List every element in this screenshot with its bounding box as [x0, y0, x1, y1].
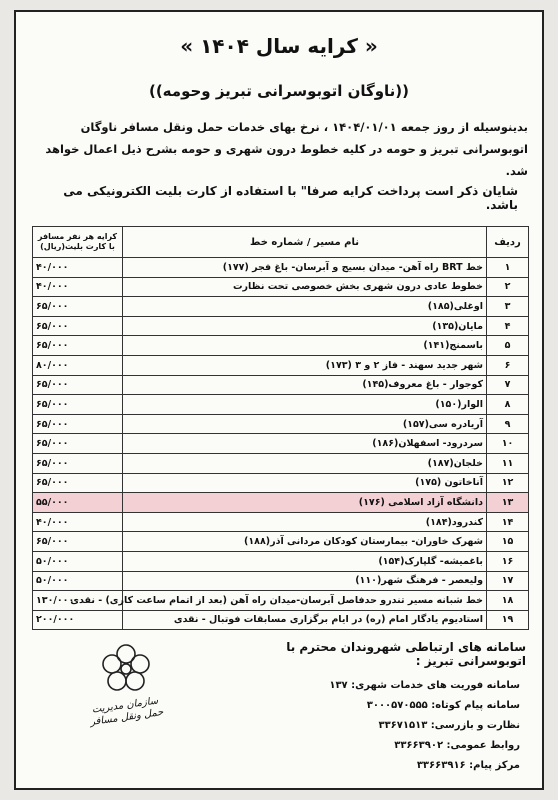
contact-line-message-center: مرکز پیام: ۳۳۶۶۳۹۱۶: [416, 760, 520, 771]
table-row: [33, 473, 529, 493]
table-row: [33, 258, 529, 278]
row-number-cell: ۲: [487, 277, 529, 297]
row-number-cell: ۱۵: [487, 532, 529, 552]
notice-title: « کرایه سال ۱۴۰۴ »: [180, 34, 378, 58]
table-row: [33, 414, 529, 434]
header-route: نام مسیر / شماره خط: [123, 227, 487, 258]
contact-heading: سامانه های ارتباطی شهروندان محترم با اتوبوسرانی تبریز :: [286, 640, 526, 668]
table-row: [33, 453, 529, 473]
table-row: [33, 493, 529, 513]
table-row: [33, 395, 529, 415]
row-number-cell: ۶: [487, 355, 529, 375]
organization-logo: [86, 640, 165, 750]
route-name-cell: کندرود(۱۸۴): [123, 512, 487, 532]
fare-cell: ۸۰/۰۰۰: [33, 355, 123, 375]
row-number-cell: ۱۲: [487, 473, 529, 493]
fare-cell: ۴۰/۰۰۰: [33, 258, 123, 278]
route-name-cell: خطوط عادی درون شهری بخش خصوصی تحت نظارت: [123, 277, 487, 297]
contact-line-sms: سامانه پیام کوتاه: ۳۰۰۰۵۷۰۵۵۵: [366, 700, 520, 711]
row-number-cell: ۱۸: [487, 591, 529, 611]
route-name-cell: اوغلی(۱۸۵): [123, 297, 487, 317]
table-row: [33, 355, 529, 375]
row-number-cell: ۱۹: [487, 610, 529, 630]
fare-cell: ۴۰/۰۰۰: [33, 512, 123, 532]
fare-cell: ۶۵/۰۰۰: [33, 453, 123, 473]
fare-cell: ۱۳۰/۰۰۰: [33, 591, 123, 611]
row-number-cell: ۸: [487, 395, 529, 415]
route-name-cell: دانشگاه آزاد اسلامی (۱۷۶): [123, 493, 487, 513]
route-name-cell: شهر جدید سهند - فاز ۲ و ۳ (۱۷۳): [123, 355, 487, 375]
notice-subtitle: ((ناوگان اتوبوسرانی تبریز وحومه)): [148, 82, 410, 100]
row-number-cell: ۱۱: [487, 453, 529, 473]
header-row-number: ردیف: [487, 227, 529, 258]
route-name-cell: سردرود- اسفهلان(۱۸۶): [123, 434, 487, 454]
fare-table-header: [33, 227, 529, 258]
table-row: [33, 297, 529, 317]
table-row: [33, 591, 529, 611]
table-row: [33, 532, 529, 552]
fare-cell: ۶۵/۰۰۰: [33, 395, 123, 415]
contact-line-inspection: نظارت و بازرسی: ۳۳۶۷۱۵۱۳: [378, 720, 520, 731]
table-row: [33, 316, 529, 336]
route-name-cell: استادیوم یادگار امام (ره) در ایام برگزاری مسابقات فوتبال - نقدی: [123, 610, 487, 630]
contact-line-public-relations: روابط عمومی: ۳۳۶۶۳۹۰۲: [394, 740, 520, 751]
organization-name: سازمان مدیریت حمل ونقل مسافر: [89, 695, 165, 729]
fare-cell: ۶۵/۰۰۰: [33, 473, 123, 493]
table-row: [33, 434, 529, 454]
fare-cell: ۶۵/۰۰۰: [33, 316, 123, 336]
fare-cell: ۲۰۰/۰۰۰: [33, 610, 123, 630]
table-row: [33, 336, 529, 356]
fare-cell: ۶۵/۰۰۰: [33, 297, 123, 317]
row-number-cell: ۱۶: [487, 551, 529, 571]
fare-cell: ۴۰/۰۰۰: [33, 277, 123, 297]
route-name-cell: الوار(۱۵۰): [123, 395, 487, 415]
route-name-cell: باسمنج(۱۴۱): [123, 336, 487, 356]
table-row: [33, 551, 529, 571]
row-number-cell: ۴: [487, 316, 529, 336]
row-number-cell: ۱۳: [487, 493, 529, 513]
fare-cell: ۶۵/۰۰۰: [33, 414, 123, 434]
row-number-cell: ۳: [487, 297, 529, 317]
contact-line-emergency: سامانه فوریت های خدمات شهری: ۱۳۷: [329, 680, 520, 691]
fare-table-body: [33, 258, 529, 630]
route-name-cell: خط BRT راه آهن- میدان بسیج و آبرسان- باغ فجر (۱۷۷): [123, 258, 487, 278]
fare-cell: ۶۵/۰۰۰: [33, 336, 123, 356]
route-name-cell: خط شبانه مسیر تندرو حدفاصل آبرسان-میدان راه آهن (بعد از اتمام ساعت کاری) - نقدی: [123, 591, 487, 611]
route-name-cell: کوجوار - باغ معروف(۱۴۵): [123, 375, 487, 395]
route-name-cell: آریادره سی(۱۵۷): [123, 414, 487, 434]
route-name-cell: باغمیشه- گلپارک(۱۵۴): [123, 551, 487, 571]
header-fare: کرایه هر نفر مسافر با کارت بلیت(ریال): [33, 227, 123, 258]
route-name-cell: ولیعصر - فرهنگ شهر(۱۱۰): [123, 571, 487, 591]
fare-cell: ۵۰/۰۰۰: [33, 571, 123, 591]
fare-cell: ۶۵/۰۰۰: [33, 532, 123, 552]
table-row: [33, 375, 529, 395]
table-row: [33, 571, 529, 591]
fare-notice-sheet: [14, 10, 544, 790]
row-number-cell: ۱۴: [487, 512, 529, 532]
fare-cell: ۶۵/۰۰۰: [33, 375, 123, 395]
flower-logo-icon: [96, 640, 156, 700]
payment-note: شایان ذکر است پرداخت کرایه صرفا" با استفاده از کارت بلیت الکترونیکی می باشد.: [63, 184, 518, 212]
row-number-cell: ۵: [487, 336, 529, 356]
fare-cell: ۵۵/۰۰۰: [33, 493, 123, 513]
fare-table: [32, 226, 529, 630]
row-number-cell: ۷: [487, 375, 529, 395]
row-number-cell: ۹: [487, 414, 529, 434]
route-name-cell: خلجان(۱۸۷): [123, 453, 487, 473]
fare-cell: ۶۵/۰۰۰: [33, 434, 123, 454]
contact-info: [216, 640, 526, 776]
row-number-cell: ۱۷: [487, 571, 529, 591]
route-name-cell: مایان(۱۳۵): [123, 316, 487, 336]
row-number-cell: ۱: [487, 258, 529, 278]
notice-intro: بدینوسیله از روز جمعه ۱۴۰۴/۰۱/۰۱ ، نرخ بهای خدمات حمل ونقل مسافر ناوگان اتوبوسرانی تبریز و حومه در کلیه خطوط درون شهری و حومه بشرح ذیل اعمال خواهد شد.: [45, 120, 528, 178]
route-name-cell: شهرک خاوران- بیمارستان کودکان مردانی آذر(۱۸۸): [123, 532, 487, 552]
row-number-cell: ۱۰: [487, 434, 529, 454]
table-row: [33, 610, 529, 630]
table-row: [33, 277, 529, 297]
table-row: [33, 512, 529, 532]
route-name-cell: آناخاتون (۱۷۵): [123, 473, 487, 493]
fare-cell: ۵۰/۰۰۰: [33, 551, 123, 571]
